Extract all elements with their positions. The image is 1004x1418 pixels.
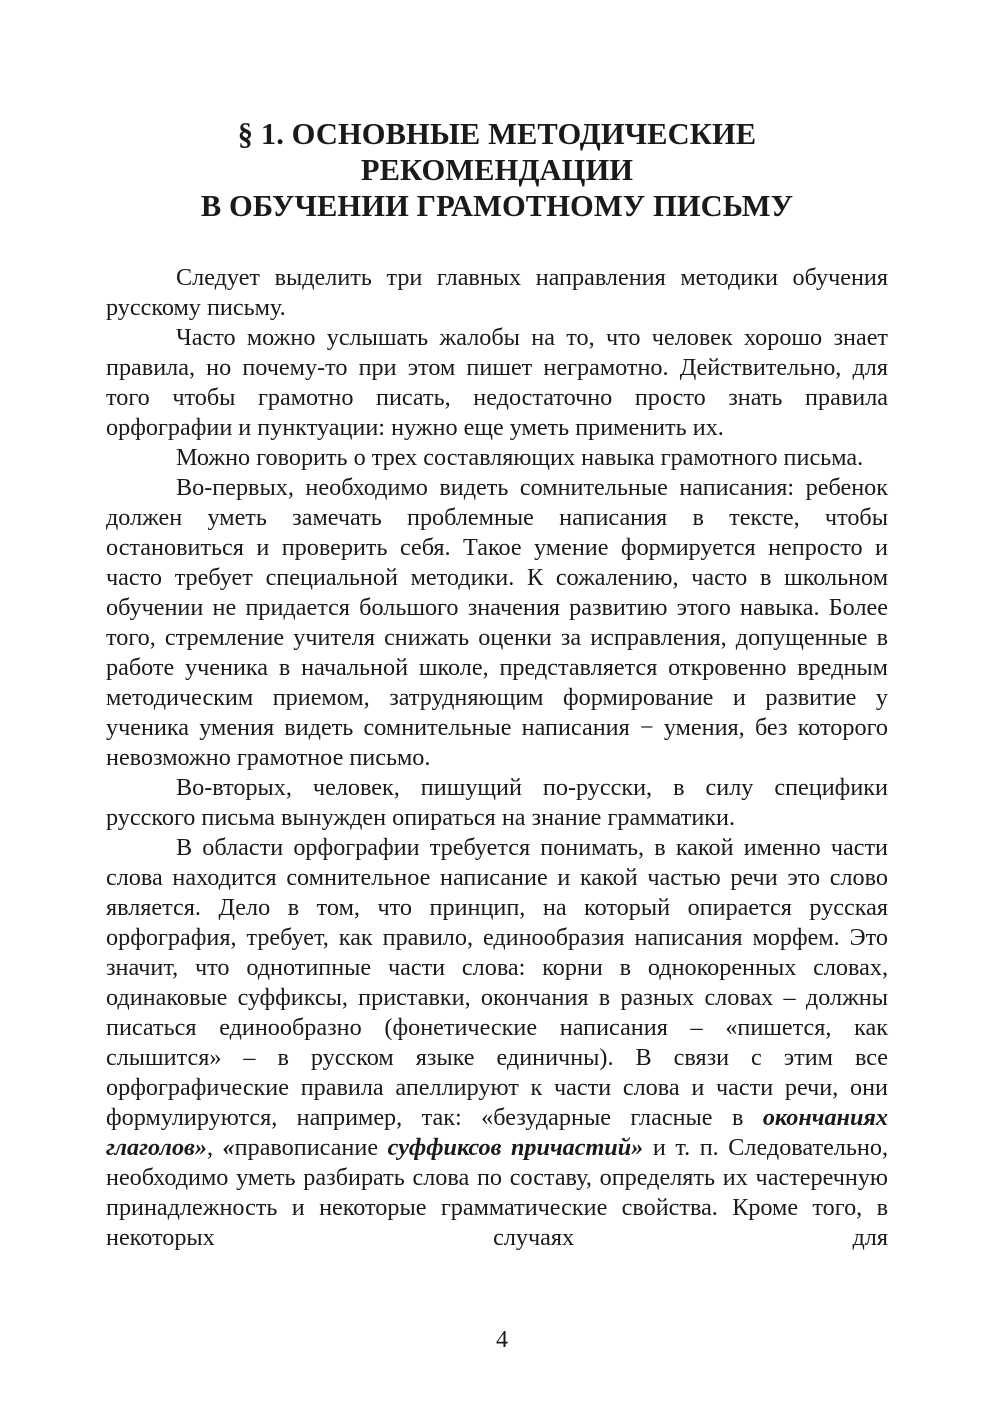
emphasis-verb-endings: окончаниях глаголов»: [106, 1104, 888, 1161]
paragraph-6-text-3: правописание: [234, 1134, 388, 1161]
page-content: [106, 116, 888, 1253]
paragraph-3: Можно говорить о трех составляющих навыка грамотного письма.: [176, 444, 864, 471]
paragraph-6-text-1: В области орфографии требуется понимать, в какой именно части слова находится сомнительное написание и какой частью речи это слово является. Дело в том, что принцип, на который опирается русская орфография, требует, как правило, единообразия написания морфем. Это значит, что однотипные части слова: корни в однокоренных словах, одинаковые суффиксы, приставки, окончания в разных словах – должны писаться единообразно (фонетические написания – «пишется, как слышится» – в русском языке единичны). В связи с этим все орфографические правила апеллируют к части слова и части речи, они формулируются, например, так: «безударные гласные в: [106, 834, 888, 1131]
paragraph-5: Во-вторых, человек, пишущий по-русски, в силу специфики русского письма вынужден опираться на знание грамматики.: [106, 774, 888, 831]
paragraph-6-text-4: и т. п. Следовательно, необходимо уметь разбирать слова по составу, определять их частеречную принадлежность и некоторые грамматические свойства. Кроме того, в некоторых случаях для: [106, 1134, 888, 1251]
page-number: 4: [496, 1327, 508, 1353]
emphasis-open-quote: «: [222, 1134, 235, 1161]
paragraph-6: [106, 833, 888, 1253]
section-heading: [106, 116, 888, 224]
emphasis-participle-suffixes: суффиксов причастий»: [387, 1134, 644, 1161]
heading-line-1: § 1. ОСНОВНЫЕ МЕТОДИЧЕСКИЕ РЕКОМЕНДАЦИИ: [237, 117, 757, 187]
paragraph-4: Во-первых, необходимо видеть сомнительные написания: ребенок должен уметь замечать проблемные написания в тексте, чтобы остановиться и проверить себя. Такое умение формируется непросто и часто требует специальной методики. К сожалению, часто в школьном обучении не придается большого значения развитию этого навыка. Более того, стремление учителя снижать оценки за исправления, допущенные в работе ученика в начальной школе, представляется откровенно вредным методическим приемом, затрудняющим формирование и развитие у ученика умения видеть сомнительные написания − умения, без которого невозможно грамотное письмо.: [106, 474, 888, 771]
paragraph-6-text-2: ,: [206, 1134, 223, 1161]
paragraph-1: Следует выделить три главных направления методики обучения русскому письму.: [106, 264, 888, 321]
paragraph-2: Часто можно услышать жалобы на то, что человек хорошо знает правила, но почему-то при этом пишет неграмотно. Действительно, для того чтобы грамотно писать, недостаточно просто знать правила орфографии и пунктуации: нужно еще уметь применить их.: [106, 324, 888, 441]
heading-line-2: В ОБУЧЕНИИ ГРАМОТНОМУ ПИСЬМУ: [200, 189, 794, 223]
